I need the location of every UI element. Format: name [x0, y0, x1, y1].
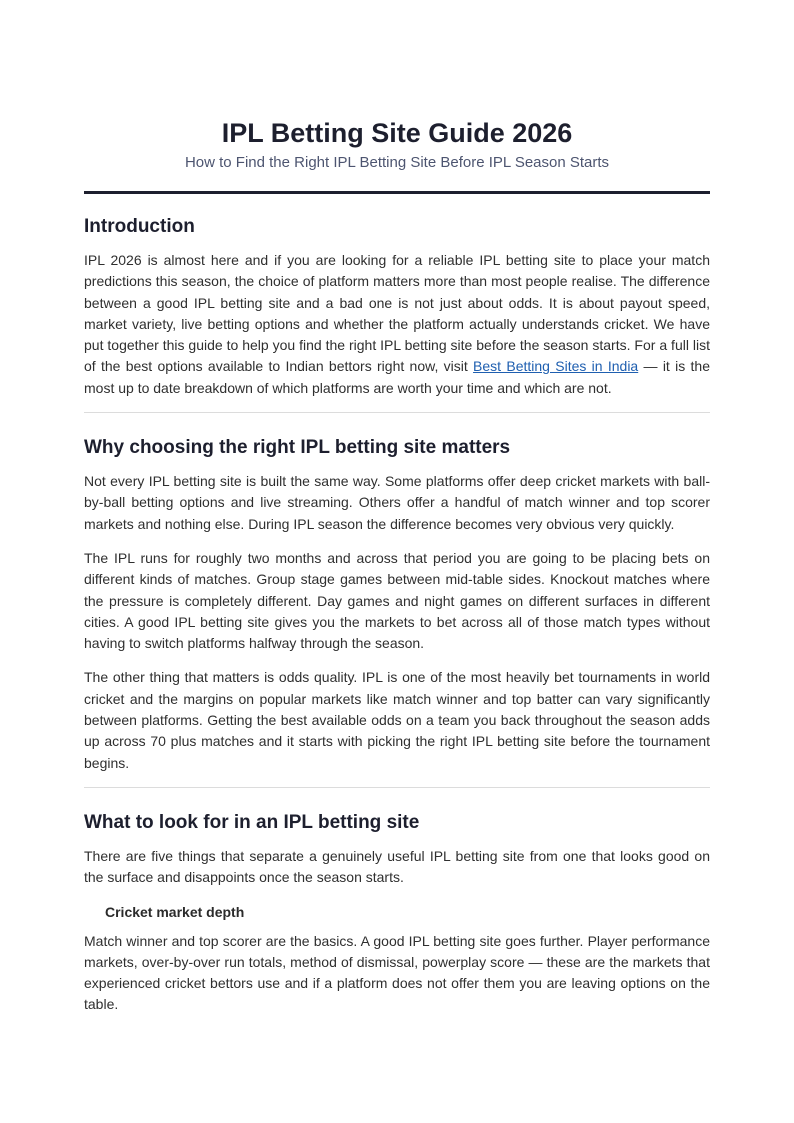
why-paragraph: The other thing that matters is odds quality. IPL is one of the most heavily bet tournaments in world cricket and the margins on popular markets like match winner and top batter can vary significantly between platforms. Getting the best available odds on a team you back throughout the season adds up across 70 plus matches and it starts with picking the right IPL betting site before the tournament begins. — [84, 669, 710, 771]
market-depth-heading: Cricket market depth — [105, 903, 245, 920]
section-divider — [84, 787, 710, 788]
section-divider — [84, 412, 710, 413]
introduction-section — [84, 214, 710, 399]
document-title: IPL Betting Site Guide 2026 — [221, 118, 573, 148]
what-section — [84, 810, 710, 1016]
why-paragraph: The IPL runs for roughly two months and across that period you are going to be placing bets on different kinds of matches. Group stage games between mid-table sides. Knockout matches where the pressure is completely different. Day games and night games on different surfaces in different cities. A good IPL betting site gives you the markets to bet across all of those match types without having to switch platforms halfway through the season. — [84, 549, 710, 652]
why-heading: Why choosing the right IPL betting site matters — [84, 437, 511, 459]
document-subtitle: How to Find the Right IPL Betting Site Before IPL Season Starts — [184, 154, 610, 171]
why-paragraph: Not every IPL betting site is built the same way. Some platforms offer deep cricket markets with ball-by-ball betting options and live streaming. Others offer a handful of match winner and top scorer markets and nothing else. During IPL season the difference becomes very obvious very quickly. — [84, 473, 710, 532]
what-heading: What to look for in an IPL betting site — [84, 811, 420, 833]
why-section — [84, 435, 710, 774]
title-divider — [84, 191, 710, 194]
best-betting-sites-link[interactable]: Best Betting Sites in India — [473, 358, 639, 375]
introduction-heading: Introduction — [84, 216, 195, 237]
introduction-text-before-link: IPL 2026 is almost here and if you are looking for a reliable IPL betting site to place your match predictions this season, the choice of platform matters more than most people realise. The difference between a good IPL betting site and a bad one is not just about odds. It is about payout speed, market variety, live betting options and whether the platform actually understands cricket. We have put together this guide to help you find the right IPL betting site before the season starts. For a full list of the best options available to Indian bettors right now, visit — [84, 252, 710, 375]
introduction-text-after-link: — it is the most up to date breakdown of which platforms are worth your time and which are not. — [84, 358, 710, 396]
introduction-paragraph — [84, 250, 710, 399]
what-intro-paragraph: There are five things that separate a genuinely useful IPL betting site from one that looks good on the surface and disappoints once the season starts. — [84, 847, 710, 886]
market-depth-paragraph: Match winner and top scorer are the basics. A good IPL betting site goes further. Player performance markets, over-by-over run totals, method of dismissal, powerplay score — these are the markets that experienced cricket bettors use and if a platform does not offer them you are leaving options on the table. — [84, 932, 710, 1013]
title-block — [84, 0, 710, 173]
